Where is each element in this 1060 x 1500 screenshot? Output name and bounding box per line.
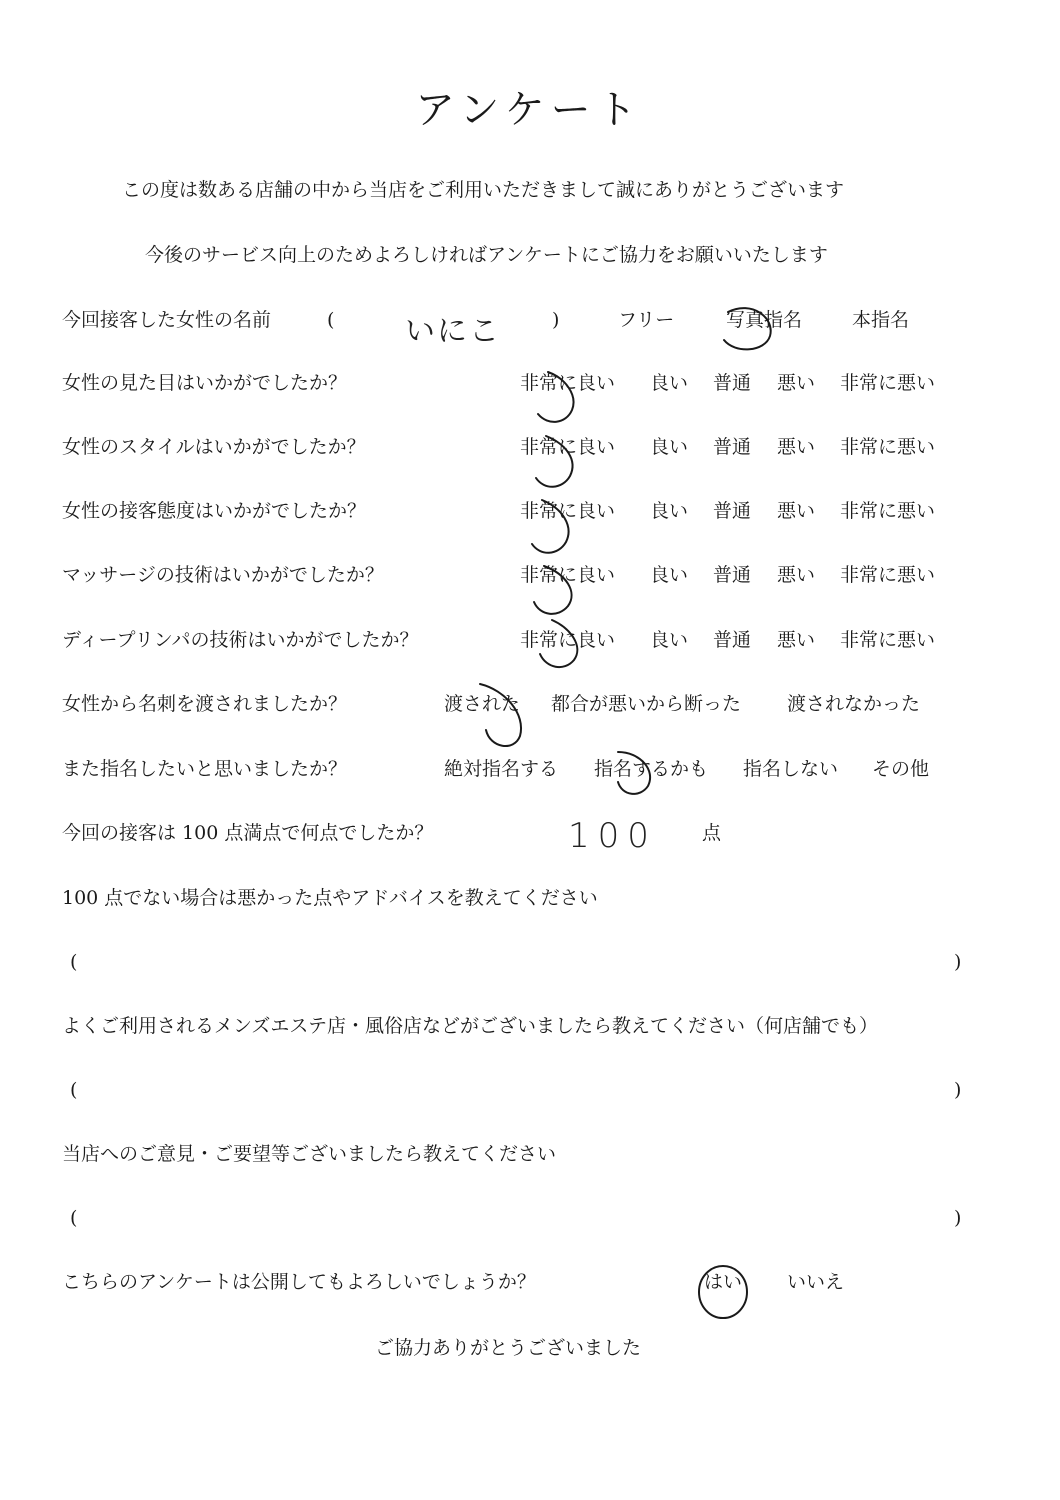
publish-question: こちらのアンケートは公開してもよろしいでしょうか？ [62,1271,536,1293]
intro-line-1: この度は数ある店舗の中から当店をご利用いただきまして誠にありがとうございます [122,179,845,201]
rating-option: 非常に良い [520,564,616,586]
rating-question: 女性のスタイルはいかがでしたか？ [62,436,366,458]
business-card-option: 渡された [444,693,521,715]
close-paren: ) [954,1207,962,1229]
rating-option: 非常に悪い [840,372,936,394]
rating-option: 非常に良い [520,372,616,394]
repeat-option: 指名しない [743,758,839,780]
intro-line-2: 今後のサービス向上のためよろしければアンケートにご協力をお願いいたします [145,244,828,266]
rating-option: 非常に悪い [840,629,936,651]
rating-option: 悪い [777,500,816,522]
page-title: アンケート [415,87,643,133]
close-paren: ) [954,951,962,973]
business-card-question: 女性から名刺を渡されましたか？ [62,693,348,715]
rating-option: 普通 [713,436,752,458]
rating-option: 悪い [777,372,816,394]
rating-option: 悪い [777,436,816,458]
rating-option: 非常に悪い [840,564,936,586]
rating-option: 良い [650,629,689,651]
rating-option: 悪い [777,629,816,651]
repeat-option: 絶対指名する [444,758,559,780]
option-free: フリー [618,309,675,331]
rating-option: 非常に良い [520,436,616,458]
rating-option: 非常に良い [520,500,616,522]
open-paren: ( [70,1207,78,1229]
rating-option: 非常に悪い [840,500,936,522]
option-photo-nomination: 写真指名 [726,309,803,331]
rating-option: 非常に良い [520,629,616,651]
opinions-question: 当店へのご意見・ご要望等ございましたら教えてください [62,1143,557,1165]
rating-question: 女性の接客態度はいかがでしたか？ [62,500,367,522]
rating-option: 良い [650,564,689,586]
rating-option: 普通 [713,629,752,651]
rating-question: マッサージの技術はいかがでしたか？ [62,564,384,586]
staff-name-answer: いにこ [405,314,501,349]
rating-option: 普通 [713,564,752,586]
rating-option: 非常に悪い [840,436,936,458]
business-card-option: 渡されなかった [787,693,921,715]
publish-option-no: いいえ [787,1271,845,1293]
rating-question: ディープリンパの技術はいかがでしたか？ [62,629,419,651]
option-regular-nomination: 本指名 [852,309,910,331]
repeat-option: 指名するかも [594,758,709,780]
rating-option: 良い [650,372,689,394]
rating-option: 普通 [713,372,752,394]
score-answer: 100 [568,816,657,856]
publish-option-yes: はい [704,1271,743,1293]
score-unit: 点 [702,822,722,844]
close-paren: ) [552,309,560,331]
repeat-option: その他 [872,758,930,780]
other-shops-question: よくご利用されるメンズエステ店・風俗店などがございましたら教えてください（何店舗でも） [62,1015,879,1037]
open-paren: ( [327,309,335,331]
business-card-option: 都合が悪いから断った [551,693,742,715]
open-paren: ( [70,951,78,973]
rating-option: 良い [650,436,689,458]
close-paren: ) [954,1079,962,1101]
staff-name-question: 今回接客した女性の名前 [62,309,272,331]
score-question: 今回の接客は 100 点満点で何点でしたか？ [62,822,434,844]
rating-option: 良い [650,500,689,522]
rating-option: 悪い [777,564,816,586]
rating-option: 普通 [713,500,752,522]
advice-question: 100 点でない場合は悪かった点やアドバイスを教えてください [62,887,598,909]
rating-question: 女性の見た目はいかがでしたか？ [62,372,348,394]
closing-text: ご協力ありがとうございました [375,1337,642,1359]
open-paren: ( [70,1079,78,1101]
repeat-question: また指名したいと思いましたか？ [62,758,348,780]
